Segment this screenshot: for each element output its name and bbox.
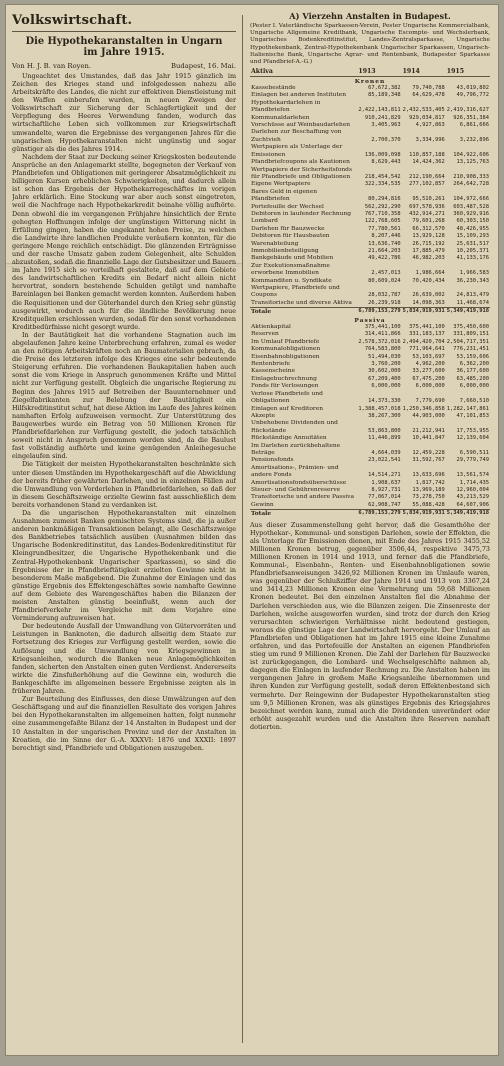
- row-value: 7,660,510: [459, 398, 489, 405]
- row-value: 104,922,606: [453, 151, 489, 158]
- row-value: 110,857,188: [409, 151, 445, 158]
- row-value: 31,592,767: [412, 457, 445, 464]
- row-label: Darlehen für Bauzwecke: [251, 225, 325, 232]
- row-value: 2,432,533,405: [402, 107, 445, 114]
- row-value: 136,009,098: [364, 151, 401, 158]
- row-value: 14,514,271: [368, 472, 401, 479]
- row-label: Bankgebäude und Mobilien: [251, 255, 334, 262]
- row-value: 67,475,200: [412, 375, 445, 382]
- table-row: [250, 502, 490, 510]
- row-value: 314,411,866: [364, 331, 401, 338]
- row-value: 5,349,419,918: [446, 510, 489, 517]
- year-header: 1914: [402, 68, 446, 76]
- table-row: [250, 465, 490, 480]
- row-label: Hypothekardarlehen in Pfandbriefen: [251, 99, 321, 114]
- table-row: [250, 255, 490, 262]
- table-row: [250, 122, 490, 129]
- table-row: [250, 167, 490, 182]
- row-value: 771,964,641: [409, 346, 445, 353]
- row-value: 210,908,333: [453, 173, 489, 180]
- row-value: 1,388,457,018: [358, 405, 401, 412]
- row-value: 47,101,853: [456, 412, 489, 419]
- row-value: 28,032,787: [368, 292, 401, 299]
- row-label: Wertpapiere, Pfandbriefe und Coupons: [251, 285, 340, 299]
- row-value: 5,834,919,931: [402, 308, 445, 315]
- row-value: 26,715,192: [412, 240, 445, 247]
- table-row: [250, 100, 490, 115]
- article-column-right: [250, 11, 490, 1047]
- row-value: 8,629,443: [371, 159, 401, 166]
- table-row: [250, 368, 490, 375]
- table-row: [250, 241, 490, 248]
- column-divider: [242, 15, 243, 1043]
- row-value: 46,982,203: [412, 255, 445, 262]
- row-value: 697,578,936: [409, 203, 445, 210]
- row-value: 80,294,816: [368, 196, 401, 203]
- year-header: 1915: [446, 68, 490, 76]
- table-row: [250, 406, 490, 413]
- row-value: 1,908,637: [371, 479, 401, 486]
- row-value: 5,349,419,918: [446, 308, 489, 315]
- article-paragraph: In der Bautätigkeit hat die vorhandene Stagnation auch im abgelaufenen Jahre keine Unterbrechung erfahren, zumal es weder an den nötigen Arbeitskräften noch an Baumaterialien gebrach, da die Preise des letzteren infolge des Krieges eine sehr bedeutende Steigerung erfuhren. Die vorhandenen Baukapitalien haben auch sonst die vom Kriege in Anspruch genommenen Kräfte und Mittel nicht zur Verfügung gestellt. Obgleich die ungarische Regierung zu Beginn des Jahres 1915 auf Betreiben der Bauunternehmer und Ziegelfabrikanten zur Belebung der Bautätigkeit ein Hilfskreditinstitut schuf, hat diese Aktion im Laufe des Jahres keinen namhaften Erfolg aufzuweisen vermocht. Zur Unterstützung des Baugewerbes wurde ein Betrag von 50 Millionen Kronen für Pfandbriefdarlehen zur Verfügung gestellt, die jedoch tatsächlich soweit nicht in Anspruch genommen worden sind, da die Baulust fast vollständig aufhörte und keine genügenden Anleihegesuche eingelaufen sind.: [12, 330, 236, 461]
- row-value: 77,067,014: [368, 494, 401, 501]
- col-label-aktiva: Aktiva: [250, 68, 357, 76]
- row-label: Bares Geld in eigenen Pfandbriefen: [251, 188, 318, 203]
- row-value: 6,362,200: [459, 361, 489, 368]
- row-label: Wertpapiere der Sicherheitsfonds für Pfandbriefe und Obligationen: [251, 166, 352, 180]
- row-label: Immobilienbeteiligung: [251, 247, 319, 254]
- row-label: Pensionsfonds: [251, 457, 294, 464]
- row-value: 3,760,200: [371, 361, 401, 368]
- row-value: 776,231,451: [453, 346, 489, 353]
- row-label: Kassenscheine: [251, 368, 296, 375]
- article-column-left: [12, 11, 236, 1047]
- dateline: Budapest, 16. Mai.: [170, 61, 236, 70]
- table-row: [250, 354, 490, 361]
- row-value: 764,583,800: [364, 346, 401, 353]
- row-value: 6,000,000: [459, 383, 489, 390]
- row-value: 43,019,802: [456, 85, 489, 92]
- row-value: 2,419,316,627: [446, 107, 489, 114]
- row-value: 6,000,000: [415, 383, 445, 390]
- row-value: 6,861,666: [459, 122, 489, 129]
- row-label: Reserven: [251, 331, 279, 338]
- row-label: Im Darlehen zurückbehaltene Beträge: [251, 442, 341, 456]
- row-value: 21,212,941: [412, 427, 445, 434]
- row-label: Transitorische und andere Passiva: [251, 494, 354, 501]
- row-label: Akzepte: [251, 412, 276, 419]
- row-value: 1,714,435: [459, 479, 489, 486]
- row-value: 25,631,517: [456, 240, 489, 247]
- row-label: Einlagebuchrechnung: [251, 375, 317, 382]
- row-value: 2,494,420,704: [402, 338, 445, 345]
- row-value: 3,405,963: [371, 122, 401, 129]
- row-value: 49,422,786: [368, 255, 401, 262]
- row-value: 910,241,829: [364, 114, 401, 121]
- row-value: 13,561,574: [456, 472, 489, 479]
- row-value: 6,789,153,279: [358, 510, 401, 517]
- year-header: 1913: [357, 68, 401, 76]
- row-label: Rentenbriefe: [251, 361, 290, 368]
- row-value: 53,863,800: [368, 427, 401, 434]
- row-value: 13,969,189: [412, 486, 445, 493]
- row-value: 218,454,542: [364, 173, 401, 180]
- row-label: Steuer- und Gebührenreserve: [251, 486, 341, 493]
- table-row: [250, 361, 490, 368]
- section-heading: Volkswirtschaft.: [12, 13, 133, 28]
- article-paragraph: Die Tätigkeit der meisten Hypothekaranstalten beschränkte sich unter diesen Umständen im Hypothekargeschäft auf die Abwicklung der bereits früher gewährten Darlehen, und in einzelnen Fällen auf die Umwandlung von Vorderlehen in Pfandbriefdarlehen, so daß der in diesem Geschäftszweige erzielte Gewinn fast ausschließlich dem bereits vorhandenen Stand zu verdanken ist.: [12, 460, 236, 509]
- row-value: 48,426,955: [456, 225, 489, 232]
- row-label: Debitoren für Hausbauten: [251, 233, 330, 240]
- row-value: 13,125,763: [456, 159, 489, 166]
- row-value: 70,420,434: [412, 277, 445, 284]
- table-row: [250, 144, 490, 159]
- row-value: 14,424,362: [412, 159, 445, 166]
- row-value: 24,813,479: [456, 292, 489, 299]
- row-value: 5,834,919,931: [402, 510, 445, 517]
- heading-rule: [12, 31, 236, 32]
- row-value: 322,334,535: [364, 181, 401, 188]
- row-label: Eigene Wertpapiere: [251, 181, 311, 188]
- row-value: 212,190,664: [409, 173, 445, 180]
- article-body: [12, 72, 236, 752]
- article-paragraph: Zur Beurteilung des Einflusses, den diese Umwälzungen auf den Geschäftsgang und auf die finanziellen Resultate des vorigen Jahres bei den Hypothekaranstalten im allgemeinen hatten, folgt nunmehr eine zusammengefaßte Bilanz der 14 Anstalten in Budapest und der 10 Anstalten in der ungarischen Provinz und der der Anstalten in Kroatien, die im Sinne der G.-A. XXXVI: 1876 und XXXII: 1897 berechtigt sind, Pfandbriefe und Obligationen auszugeben.: [12, 695, 236, 752]
- row-value: 375,441,100: [364, 324, 401, 331]
- table-subtitle: (Pester I. Vaterländische Sparkassen-Verein, Pester Ungarische Kommercialbank, Ungarische Allgemeine Kreditbank, Ungarische Escompte- und Wechslerbank, Ungarisches Bodenkreditinstitut, Landes-Zentralsparkasse, Ungarische Hypothekenbank, Zentral-Hypothekenbank Ungarischer Sparkassen, Ungarisch-Italienische Bank, Ungarische Agrar- und Rentenbank, Budapester Sparkasse und Pfandbrief-A.-G.): [250, 23, 490, 66]
- row-value: 6,590,511: [459, 449, 489, 456]
- total-row: [250, 510, 490, 518]
- row-value: 60,303,150: [456, 218, 489, 225]
- row-value: 67,672,382: [368, 85, 401, 92]
- row-value: 3,334,996: [415, 136, 445, 143]
- row-label: Amortisations-, Prämien- und andere Fonds: [251, 464, 339, 479]
- row-value: 331,183,137: [409, 331, 445, 338]
- row-value: 21,664,203: [368, 247, 401, 254]
- table-row: [250, 413, 490, 420]
- row-value: 4,962,200: [415, 361, 445, 368]
- row-value: 3,232,896: [459, 136, 489, 143]
- row-label: Lombard: [251, 218, 278, 225]
- row-value: 2,578,372,016: [358, 338, 401, 345]
- row-label: Fonds für Verlosungen: [251, 383, 319, 390]
- row-label: Portefeuille der Wechsel: [251, 203, 324, 210]
- row-label: Unbehobene Dividenden und Rückstände: [251, 420, 338, 434]
- row-value: 38,267,300: [368, 412, 401, 419]
- row-value: 23,022,541: [368, 457, 401, 464]
- row-value: 1,817,742: [415, 479, 445, 486]
- row-value: 6,000,000: [371, 383, 401, 390]
- row-value: 36,230,343: [456, 277, 489, 284]
- row-label: Darlehen zur Beschaffung von Zuchtvieh: [251, 129, 342, 143]
- table-row: [250, 443, 490, 458]
- row-value: 64,629,478: [412, 92, 445, 99]
- article-headline: Die Hypothekaranstalten in Ungarn im Jahre 1915.: [25, 36, 223, 59]
- table-row: [250, 487, 490, 494]
- row-label: Debitoren in laufender Rechnung: [251, 210, 352, 217]
- row-value: 4,664,039: [371, 449, 401, 456]
- row-value: 53,103,697: [412, 353, 445, 360]
- row-value: 11,468,674: [456, 299, 489, 306]
- row-label: Vorschüsse auf Weinbaudarlehen: [251, 122, 351, 129]
- row-value: 26,639,002: [412, 292, 445, 299]
- row-value: 1,282,147,861: [446, 405, 489, 412]
- row-value: 603,487,528: [453, 203, 489, 210]
- row-label: Zur Exekutionsmaßnahme erworbene Immobilien: [251, 262, 330, 277]
- row-value: 49,796,772: [456, 92, 489, 99]
- row-value: 79,601,268: [412, 218, 445, 225]
- row-value: 264,642,728: [453, 181, 489, 188]
- table-row: [250, 159, 490, 166]
- row-label: Transitorische und diverse Aktiva: [251, 299, 352, 306]
- row-value: 562,292,290: [364, 203, 401, 210]
- row-value: 10,441,847: [412, 435, 445, 442]
- balance-table: [250, 68, 490, 517]
- table-row: [250, 248, 490, 255]
- row-value: 360,929,916: [453, 210, 489, 217]
- row-label: Einlagen auf Kreditoren: [251, 405, 324, 412]
- row-value: 33,277,600: [412, 368, 445, 375]
- table-title: A) Vierzehn Anstalten in Budapest.: [289, 11, 451, 21]
- table-row: [250, 420, 490, 435]
- row-value: 17,885,479: [412, 247, 445, 254]
- table-row: [250, 346, 490, 353]
- row-value: 11,446,899: [368, 435, 401, 442]
- row-value: 63,485,200: [456, 375, 489, 382]
- row-label: Kommanditen u. Syndikate: [251, 277, 332, 284]
- row-label: Im Umlauf Pfandbriefe: [251, 338, 320, 345]
- row-label: Gewinn: [251, 501, 274, 508]
- row-value: 73,278,750: [412, 494, 445, 501]
- row-value: 44,903,000: [412, 412, 445, 419]
- row-label: Kommunalobligationen: [251, 346, 321, 353]
- row-value: 375,441,100: [409, 324, 445, 331]
- row-value: 43,213,529: [456, 494, 489, 501]
- after-table-text: Aus dieser Zusammenstellung geht hervor, daß die Gesamthöhe der Hypothekar-, Kommunal- und sonstigen Darlehen, sowie der Effekten, die als Unterlage für Emissionen dienen, mit Ende des Jahres 1915 3455,52 Millionen Kronen betrug, gegenüber 3506,44, respektive 3475,73 Millionen Kronen in 1914 und 1913, und ferner daß die Pfandbriefe, Kommunal-, Eisenbahn-, Renten- und Eisenbahnobligationen sowie Pfandbriefsanweisungen 3426,92 Millionen Kronen im Umlaufe waren, was gegenüber der Schlußziffer der Jahre 1914 und 1913 von 3367,24 und 3414,23 Millionen Kronen eine Vermehrung um 59,68 Millionen Kronen bedeutet. Bei den einzelnen Anstalten fiel die Abnahme der Darlehen verschieden aus, wie die Bilanzen zeigen. Die Zinsenreste der Darlehen, welche ausgeworfen wurden, sind trotz der durch den Krieg verursachten schwierigen Verhältnisse nicht bedeutend gestiegen, woraus die günstige Lage der Landwirtschaft hervorgeht. Der Umlauf an Pfandbriefen und Obligationen hat im Jahre 1915 eine kleine Zunahme erfahren, und das Portefeuille der Anstalten an eigenen Pfandbriefen stieg um rund 9 Millionen Kronen. Die Zahl der Darlehen für Bauzwecke ist zurückgegangen, die Lombard- und Wechselgeschäfte nahmen ab, dagegen die Einlagen in laufender Rechnung zu. Die Anstalten haben im vergangenen Jahre in großem Maße Kriegsanleihe übernommen und ihren Kunden zur Verfügung gestellt, sodaß deren Effektenbestand sich vermehrte. Der Reingewinn der Budapester Hypothekaranstalten stieg um 9,5 Millionen Kronen, was als günstiges Ergebnis des Kriegsjahres bezeichnet werden kann, zumal auch die Dividenden unverändert oder erhöht ausgezahlt wurden und die Anstalten ihre Reserven namhaft dotierten.: [250, 520, 490, 731]
- table-row: [250, 181, 490, 188]
- table-row: [250, 92, 490, 99]
- row-label: Verlose Pfandbriefe und Obligationen: [251, 390, 323, 405]
- row-value: 277,102,857: [409, 181, 445, 188]
- article-paragraph: Ungeachtet des Umstandes, daß das Jahr 1915 gänzlich im Zeichen des Krieges stand und infolgedessen nahezu alle Arbeitskräfte des Landes, die nicht zur effektiven Dienstleistung mit den Waffen einberufen wurden, in neuen Zweigen der Volkswirtschaft zur Sicherung der Schlagfertigkeit und der Verpflegung des Heeres Verwendung fanden, wodurch das wirtschaftliche Leben sich vollkommen zur Kriegswirtschaft umwandelte, waren die Ergebnisse des vergangenen Jahres für die ungarischen Hypothekaranstalten nicht ungünstig und sogar günstiger als die des Jahres 1914.: [12, 71, 236, 153]
- row-value: 4,927,863: [415, 122, 445, 129]
- table-row: [250, 189, 490, 204]
- row-value: 2,504,717,351: [446, 338, 489, 345]
- row-label: Totale: [250, 510, 357, 518]
- row-value: 1,986,664: [415, 270, 445, 277]
- row-value: 77,780,561: [368, 225, 401, 232]
- row-value: 926,351,384: [453, 114, 489, 121]
- table-row: [250, 226, 490, 233]
- table-row: [250, 85, 490, 92]
- table-row: [250, 324, 490, 331]
- currency-row: [250, 76, 490, 85]
- table-row: [250, 494, 490, 501]
- row-value: 30,602,000: [368, 368, 401, 375]
- row-value: 51,494,030: [368, 353, 401, 360]
- row-value: 66,312,570: [412, 225, 445, 232]
- row-label: Warenabteilung: [251, 240, 299, 247]
- row-value: 17,753,955: [456, 427, 489, 434]
- row-value: 2,422,143,811: [358, 107, 401, 114]
- article-paragraph: Da die ungarischen Hypothekaranstalten mit einzelnen Ausnahmen zumeist Banken gemischten Systems sind, die ja außer anderen bankmäßigen Transaktionen belangt, alle Geschäftszweige des Bankbetriebes tatsächlich ausüben (Ausnahmen bilden das Ungarische Bodenkreditinstitut, das Landes-Bodenkreditinstitut für Kleingrundbesitzer, die Ungarische Hypothekenbank und die Zentral-Hypothekenbank Ungarischer Sparkassen), so sind die Ergebnisse der in Pfandbrieftätigkeit erzielten Gewinne nicht in besonderem Maße maßgebend. Die Zunahme der Einlagen und das günstige Ergebnis des Effektengeschäftes sowie namhafte Gewinne auf dem Gebiete des Warengeschäftes haben die Bilanzen der meisten Anstalten günstig beeinflußt, wenn auch der Pfandbriefverkehr im Vergleiche mit dem Vorjahre eine Verminderung aufzuweisen hat.: [12, 508, 236, 623]
- table-row: [250, 218, 490, 225]
- table-row: [250, 383, 490, 390]
- row-label: Eisenbahnobligationen: [251, 353, 320, 360]
- row-value: 85,189,348: [368, 92, 401, 99]
- row-label: Einlagen bei anderen Instituten: [251, 92, 347, 99]
- row-value: 26,239,918: [368, 299, 401, 306]
- row-label: Amortisationsfondsüberschüsse: [251, 479, 347, 486]
- author: Von H. J. B. van Royen.: [12, 61, 92, 70]
- total-row: [250, 308, 490, 316]
- table-row: [250, 331, 490, 338]
- row-value: 929,034,817: [409, 114, 445, 121]
- row-label: Rückständige Annuitäten: [251, 435, 327, 442]
- row-value: 12,139,604: [456, 435, 489, 442]
- newspaper-clipping: [6, 5, 498, 1055]
- row-label: Aktienkapital: [251, 324, 291, 331]
- byline: [12, 62, 236, 70]
- table-row: [250, 211, 490, 218]
- row-value: 62,908,747: [368, 501, 401, 508]
- row-value: 13,636,740: [368, 240, 401, 247]
- row-value: 2,457,013: [371, 270, 401, 277]
- table-row: [250, 263, 490, 278]
- row-value: 67,209,400: [368, 375, 401, 382]
- section-label: Passiva: [354, 316, 386, 324]
- table-row: [250, 115, 490, 122]
- row-value: 29,779,749: [456, 457, 489, 464]
- table-row: [250, 435, 490, 442]
- balance-table-body: [250, 76, 490, 517]
- row-value: 64,607,906: [456, 501, 489, 508]
- row-value: 122,768,605: [364, 218, 401, 225]
- row-value: 95,510,261: [412, 196, 445, 203]
- row-value: 432,914,271: [409, 210, 445, 217]
- row-value: 15,109,293: [456, 233, 489, 240]
- row-value: 1,250,346,858: [402, 405, 445, 412]
- row-value: 79,740,788: [412, 85, 445, 92]
- row-value: 1,966,583: [459, 270, 489, 277]
- row-label: Pfandbriefcoupons als Kautionen: [251, 159, 350, 166]
- passiva-heading-row: [250, 316, 490, 324]
- row-value: 80,609,024: [368, 277, 401, 284]
- row-value: 7,779,690: [415, 398, 445, 405]
- article-paragraph: Der bedeutende Ausfall der Umwandlung von Gütervorräten und Leistungen in Banknoten, die dadurch allseitig dem Staate zur Fortsetzung des Krieges zur Verfügung gestellt werden, sowie die Auflösung und die Umwandlung von Kriegsgewinnen in Kriegsanleihen, wodurch die Banken neue Anlagemöglichkeiten fanden, sicherten den Anstalten einen guten Verdienst. Andererseits wirkte die Zinsfußerhöhung auf die Gewinne ein, wodurch die Bankgeschäfte im allgemeinen bessere Ergebnisse zeigten als in früheren Jahren.: [12, 622, 236, 696]
- row-value: 6,789,153,279: [358, 308, 401, 315]
- row-label: Kommunaldarlehen: [251, 114, 310, 121]
- row-value: 13,633,696: [412, 472, 445, 479]
- row-value: 12,960,004: [456, 486, 489, 493]
- table-row: [250, 278, 490, 285]
- row-label: Wertpapiere als Unterlage der Emissionen: [251, 144, 343, 158]
- table-row: [250, 285, 490, 300]
- table-row: [250, 480, 490, 487]
- row-value: 41,133,176: [456, 255, 489, 262]
- row-value: 2,700,370: [371, 136, 401, 143]
- table-row: [250, 300, 490, 308]
- row-value: 375,450,600: [453, 324, 489, 331]
- row-label: Totale: [250, 308, 357, 316]
- row-value: 36,177,600: [456, 368, 489, 375]
- table-row: [250, 204, 490, 211]
- table-row: [250, 457, 490, 464]
- table-row: [250, 376, 490, 383]
- row-value: 331,809,151: [453, 331, 489, 338]
- currency-label: Kronen: [354, 77, 386, 85]
- row-value: 12,459,228: [412, 449, 445, 456]
- article-paragraph: Nachdem der Staat zur Deckung seiner Kriegskosten bedeutende Ansprüche an den Anlagemarkt stellte, begegneten der Verkauf von Pfandbriefen und Obligationen mit geringerer Absatzmöglichkeit zu billigeren Kursen erheblichen Schwierigkeiten, und dadurch allein ist schon das Ergebnis der Hypothekarregeschäftes im vorigen Jahre erklärlich. Eine Stockung war aber auch sonst eingetreten, weil die Nachfrage nach Hypothekarkredit beinahe völlig aufhörte. Denn obwohl die im vergangenen Frühjahre hinsichtlich der Ernte gehegten Hoffnungen infolge der ungünstigen Witterung nicht in Erfüllung gingen, haben die ungekannt hohen Preise, zu welchen die Landwirte ihre landlichen Produkte veräußern konnten, für die geringere Menge reichlich entschädigt. Die glänzenden Erträgnisse und der rasche Umsatz gaben zudem Gelegenheit, alte Schulden abzustoßen, sodaß die finanzielle Lage der Gutsbesitzer und Bauern im Jahre 1915 sich so vorteilhaft gestaltete, daß auf dem Gebiete des landwirtschaftlichen Kredits ein Bedarf nicht allein nicht hervortrat, sondern bestehende Schulden getilgt und namhafte Bareinlagen bei Banken gemacht werden konnten. Außerdem haben die Requisitionen und der Güterhandel durch den Krieg sehr günstig ausgewirkt, wodurch auch für die ländliche Bevölkerung neue Kreditquellen erschlossen wurden, sodaß für den sonst vorhandenen Kreditbedürfnisse nicht gesorgt wurde.: [12, 152, 236, 331]
- row-value: 8,927,731: [371, 486, 401, 493]
- table-row: [250, 233, 490, 240]
- row-value: 55,088,428: [412, 501, 445, 508]
- row-label: Kassebestände: [251, 85, 296, 92]
- row-value: 53,159,606: [456, 353, 489, 360]
- table-header-row: [250, 68, 490, 76]
- row-value: 8,207,446: [371, 233, 401, 240]
- row-value: 14,373,330: [368, 398, 401, 405]
- row-value: 104,972,666: [453, 196, 489, 203]
- row-value: 767,710,358: [364, 210, 401, 217]
- table-row: [250, 339, 490, 346]
- row-value: 10,205,371: [456, 247, 489, 254]
- table-row: [250, 129, 490, 144]
- row-value: 14,098,363: [412, 299, 445, 306]
- table-row: [250, 391, 490, 406]
- row-value: 13,929,128: [412, 233, 445, 240]
